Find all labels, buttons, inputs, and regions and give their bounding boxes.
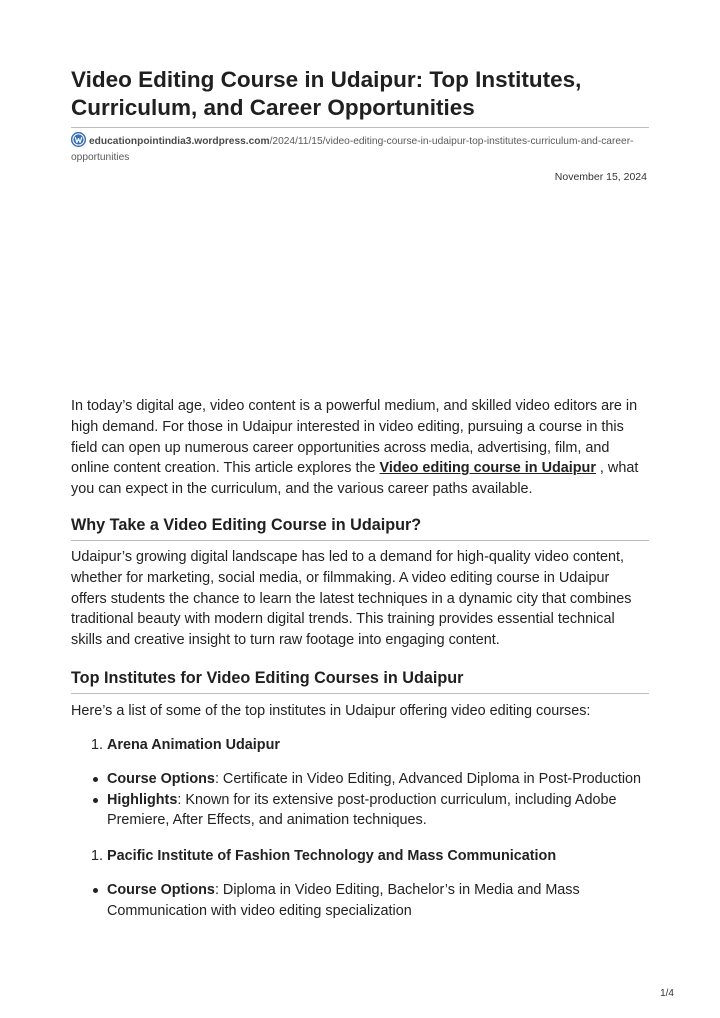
detail-label: Course Options	[107, 882, 215, 898]
institute-item	[91, 846, 556, 866]
intro-paragraph	[71, 396, 649, 500]
detail-text: : Known for its extensive post-production curriculum, including Adobe Premiere, After Effects, and animation techniques.	[107, 791, 617, 828]
institute-item	[91, 735, 280, 755]
source-url[interactable]	[71, 132, 649, 165]
detail-item	[107, 790, 653, 831]
why-paragraph: Udaipur’s growing digital landscape has led to a demand for high-quality video content, whether for marketing, social media, or filmmaking. A video editing course in Udaipur offers students the chance to learn the latest techniques in a dynamic city that combines traditional beauty with modern digital trends. This training provides essential technical skills and creative insight to turn raw footage into engaging content.	[71, 549, 632, 649]
page-number: 1/4	[660, 988, 674, 999]
course-link[interactable]: Video editing course in Udaipur	[379, 460, 596, 477]
why-heading: Why Take a Video Editing Course in Udaipur?	[71, 516, 422, 534]
article-title: Video Editing Course in Udaipur: Top Institutes, Curriculum, and Career Opportunities	[71, 67, 582, 120]
detail-text: : Certificate in Video Editing, Advanced Diploma in Post-Production	[214, 771, 642, 787]
intro-text-start: In today’s digital age, video content is a powerful medium, and skilled video editors are in high demand. For those in Udaipur interested in video editing, pursuing a course in this field can open up numerous career opportunities across media, advertising, film, and online content creation. This article explores the	[71, 398, 638, 477]
detail-item	[107, 880, 653, 921]
detail-label: Highlights	[107, 791, 178, 808]
detail-text: : Diploma in Video Editing, Bachelor’s in Media and Mass Communication with video editing specialization	[107, 882, 580, 919]
source-path[interactable]: /2024/11/15/video-editing-course-in-udaipur-top-institutes-curriculum-and-career-opportunities	[71, 136, 634, 163]
institute-number: 1.	[91, 848, 104, 864]
institute-number: 1.	[91, 737, 104, 753]
institutes-divider	[71, 693, 649, 694]
detail-label: Course Options	[107, 771, 215, 787]
publish-date: November 15, 2024	[554, 171, 647, 183]
institute-name: Pacific Institute of Fashion Technology and Mass Communication	[107, 848, 557, 864]
institute-details	[107, 880, 653, 921]
wordpress-icon	[71, 132, 86, 147]
source-domain[interactable]: educationpointindia3.wordpress.com	[89, 136, 270, 147]
title-divider	[71, 127, 649, 128]
detail-item	[107, 769, 653, 790]
institutes-intro: Here’s a list of some of the top institutes in Udaipur offering video editing courses:	[71, 703, 591, 719]
why-divider	[71, 540, 649, 541]
institute-details	[107, 769, 653, 831]
institute-name: Arena Animation Udaipur	[107, 737, 280, 753]
intro-text-end: , what you can expect in the curriculum, and the various career paths available.	[71, 460, 639, 498]
institutes-heading: Top Institutes for Video Editing Courses in Udaipur	[71, 669, 464, 687]
